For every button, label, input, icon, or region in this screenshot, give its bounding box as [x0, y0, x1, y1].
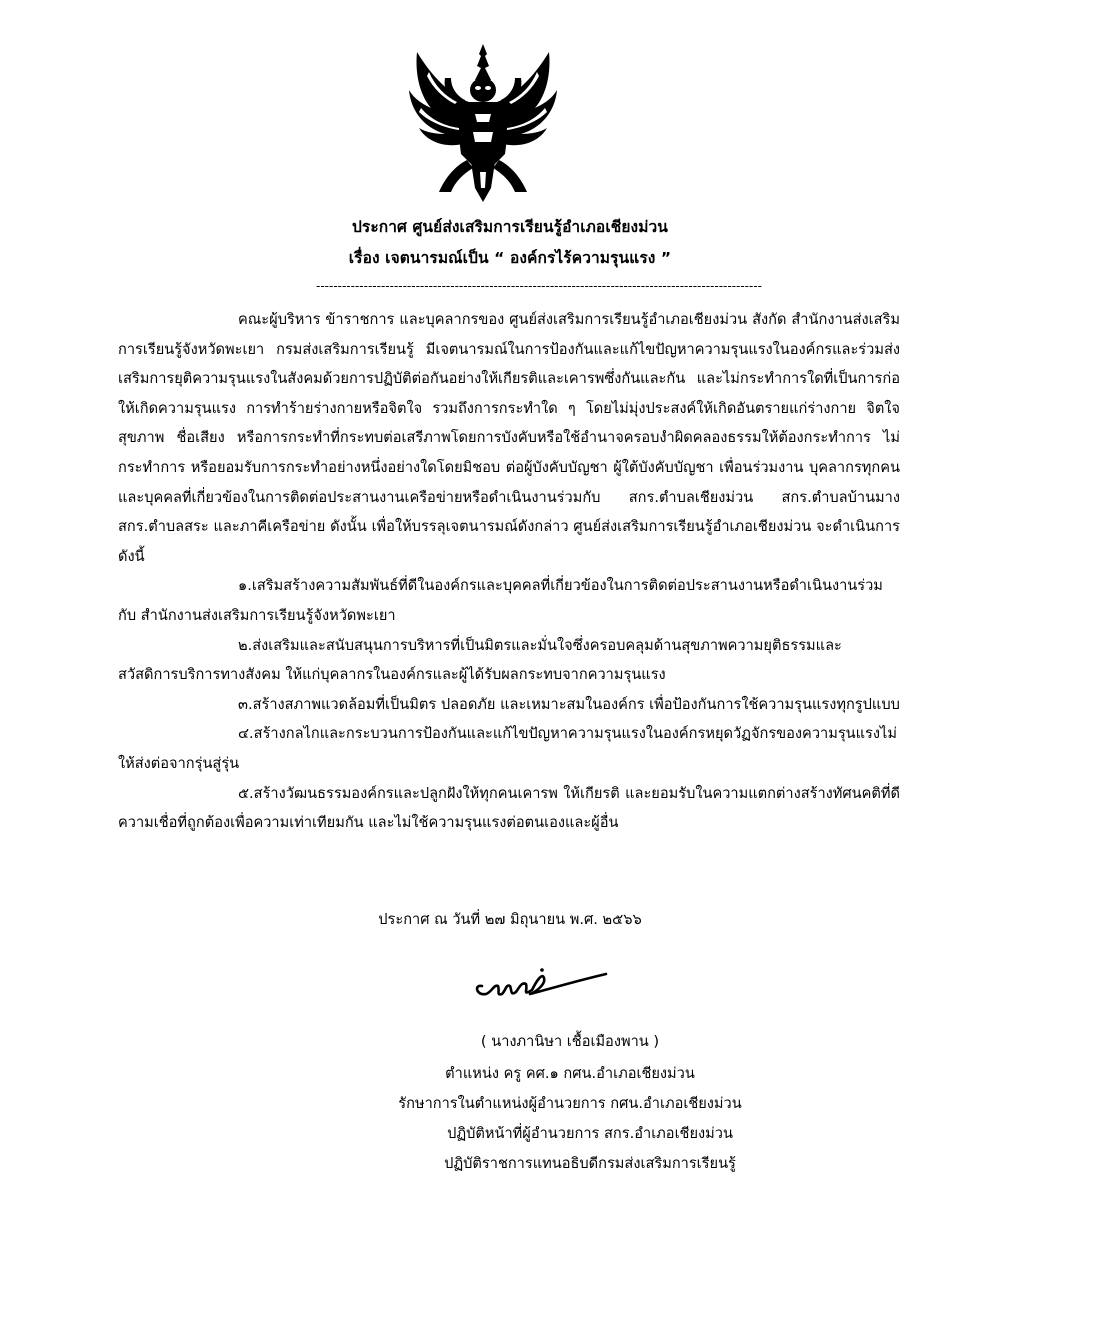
- signer-on-behalf: ปฏิบัติราชการแทนอธิบดีกรมส่งเสริมการเรียนรู้: [444, 1155, 736, 1172]
- list-item: ๔.สร้างกลไกและกระบวนการป้องกันและแก้ไขปัญหาความรุนแรงในองค์กรหยุดวัฏจักรของความรุนแรงไม่ให้ส่งต่อจากรุ่นสู่รุ่น: [118, 725, 897, 772]
- signer-name: ( นางภานิษา เชื้อเมืองพาน ): [480, 1033, 660, 1050]
- intro-paragraph: คณะผู้บริหาร ข้าราชการ และบุคลากรของ ศูนย์ส่งเสริมการเรียนรู้อำเภอเชียงม่วน สังกัด สำนักงานส่งเสริมการเรียนรู้จังหวัดพะเยา กรมส่งเสริมการเรียนรู้ มีเจตนารมณ์ในการป้องกันและแก้ไขปัญหาความรุนแรงในองค์กรและร่วมส่งเสริมการยุติความรุนแรงในสังคมด้วยการปฏิบัติต่อกันอย่างให้เกียรติและเคารพซึ่งกันและกัน และไม่กระทำการใดที่เป็นการก่อให้เกิดความรุนแรง การทำร้ายร่างกายหรือจิตใจ รวมถึงการกระทำใด ๆ โดยไม่มุ่งประสงค์ให้เกิดอันตรายแก่ร่างกาย จิตใจ สุขภาพ ชื่อเสียง หรือการกระทำที่กระทบต่อเสรีภาพโดยการบังคับหรือใช้อำนาจครอบงำผิดคลองธรรมให้ต้องกระทำการ ไม่กระทำการ หรือยอมรับการกระทำอย่างหนึ่งอย่างใดโดยมิชอบ ต่อผู้บังคับบัญชา ผู้ใต้บังคับบัญชา เพื่อนร่วมงาน บุคลากรทุกคน และบุคคลที่เกี่ยวข้องในการติดต่อประสานงานเครือข่ายหรือดำเนินงานร่วมกับ สกร.ตำบลเชียงม่วน สกร.ตำบลบ้านมาง สกร.ตำบลสระ และภาคีเครือข่าย ดังนั้น เพื่อให้บรรลุเจตนารมณ์ดังกล่าว ศูนย์ส่งเสริมการเรียนรู้อำเภอเชียงม่วน จะดำเนินการ ดังนี้: [118, 311, 900, 565]
- announcement-body: [118, 305, 900, 838]
- signer-position: ตำแหน่ง ครู คศ.๑ กศน.อำเภอเชียงม่วน: [445, 1065, 695, 1082]
- announcement-subject: เรื่อง เจตนารมณ์เป็น “ องค์กรไร้ความรุนแรง ”: [348, 249, 672, 267]
- signature-icon: [472, 962, 612, 1006]
- announcement-date: ประกาศ ณ วันที่ ๒๗ มิถุนายน พ.ศ. ๒๕๖๖: [378, 911, 642, 928]
- garuda-emblem-icon: [405, 42, 561, 204]
- signer-duty: ปฏิบัติหน้าที่ผู้อำนวยการ สกร.อำเภอเชียงม่วน: [447, 1125, 733, 1142]
- separator-line: -------------------------------------------------------------------------------------------------------: [316, 279, 762, 293]
- list-item: ๒.ส่งเสริมและสนับสนุนการบริหารที่เป็นมิตรและมั่นใจซึ่งครอบคลุมด้านสุขภาพความยุติธรรมและสวัสดิการบริการทางสังคม ให้แก่บุคลากรในองค์กรและผู้ได้รับผลกระทบจากความรุนแรง: [118, 636, 842, 684]
- list-item: ๕.สร้างวัฒนธรรมองค์กรและปลูกฝังให้ทุกคนเคารพ ให้เกียรติ และยอมรับในความแตกต่างสร้างทัศนคติที่ดี ความเชื่อที่ถูกต้องเพื่อความเท่าเทียมกัน และไม่ใช้ความรุนแรงต่อตนเองและผู้อื่น: [118, 784, 900, 832]
- announcement-title: ประกาศ ศูนย์ส่งเสริมการเรียนรู้อำเภอเชียงม่วน: [351, 218, 669, 236]
- list-item: ๑.เสริมสร้างความสัมพันธ์ที่ดีในองค์กรและบุคคลที่เกี่ยวข้องในการติดต่อประสานงานหรือดำเนินงานร่วมกับ สำนักงานส่งเสริมการเรียนรู้จังหวัดพะเยา: [118, 577, 883, 624]
- signer-acting-position: รักษาการในตำแหน่งผู้อำนวยการ กศน.อำเภอเชียงม่วน: [398, 1095, 742, 1112]
- list-item: ๓.สร้างสภาพแวดล้อมที่เป็นมิตร ปลอดภัย และเหมาะสมในองค์กร เพื่อป้องกันการใช้ความรุนแรงทุกรูปแบบ: [238, 695, 900, 713]
